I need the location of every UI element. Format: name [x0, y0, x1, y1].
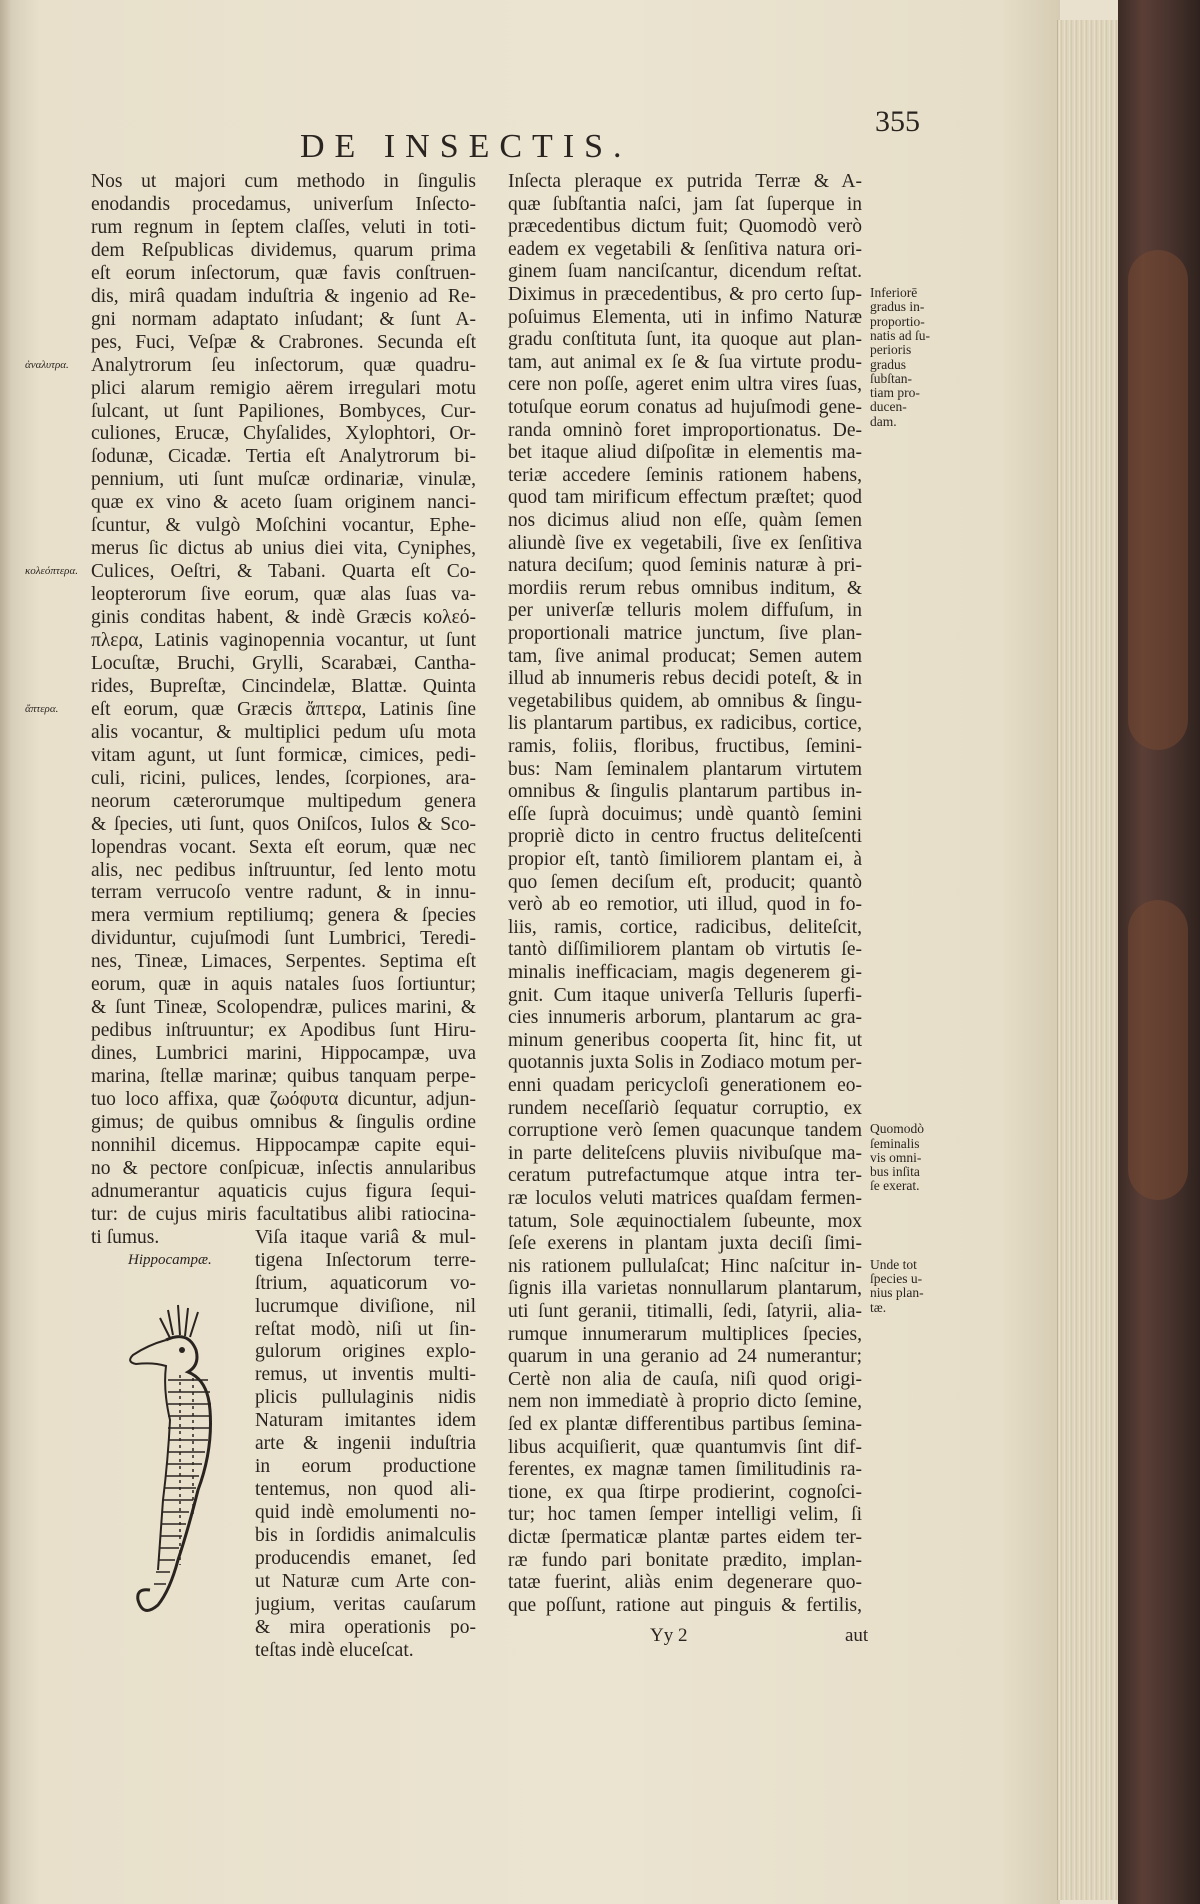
text-line: enodandis procedamus, univerſum Inſecto- — [91, 193, 476, 215]
text-line: alis vocantur, & multiplici pedum uſu mota — [91, 721, 476, 743]
text-line: bis in ſordidis animalculis — [255, 1525, 476, 1547]
text-line: gulorum origines explo- — [255, 1341, 476, 1363]
text-line: præcedentibus dictum fuit; Quomodò verò — [508, 216, 862, 238]
text-line: neorum cæterorumque multipedum genera — [91, 790, 476, 812]
text-line: quæ ex vino & aceto ſuam originem nanci- — [91, 492, 476, 514]
text-line: ræ fundo pari bonitate prædito, implan- — [508, 1549, 862, 1571]
text-line: ſed ex plantæ differentibus partibus ſemina- — [508, 1414, 862, 1435]
text-line: plici alarum remigio aërem irregulari motu — [91, 377, 476, 399]
margin-note: dam. — [870, 413, 897, 429]
margin-note: ducen- — [870, 399, 907, 415]
text-line: cere non poſſe, ageret enim ultra vires ſuas, — [508, 374, 862, 396]
text-line: pedibus inſtruuntur; ex Apodibus ſunt Hiru- — [91, 1020, 476, 1042]
text-line: quarum in una geranio ad 24 numerantur; — [508, 1346, 862, 1368]
text-line: Certè non alia de cauſa, niſi quod origi- — [508, 1368, 862, 1390]
margin-note: ἄπτερα. — [25, 702, 59, 715]
text-line: quod tam mirificum effectum præſtet; quod — [508, 487, 862, 509]
text-line: tur: de cujus miris facultatibus alibi ratiocina- — [91, 1203, 476, 1225]
text-line: ceratum putrefactumque atque intra ter- — [508, 1165, 862, 1187]
text-line: rumque innumerarum multiplices ſpecies, — [508, 1323, 862, 1345]
margin-note: tiam pro- — [870, 385, 920, 401]
text-line: vitam agunt, ut ſunt formicæ, cimices, pedi- — [91, 744, 476, 766]
text-line: πλερα, Latinis vaginopennia vocantur, ut ſunt — [91, 630, 476, 651]
text-line: adnumerantur aquaticis cujus figura ſequi- — [91, 1180, 476, 1202]
margin-note: ἀναλυτρα. — [25, 358, 69, 371]
margin-note: tæ. — [870, 1299, 887, 1315]
text-line: propriè dicto in centro fructus deliteſcenti — [508, 826, 862, 848]
text-line: minalis inefficaciam, magis degenerem gi- — [508, 962, 862, 983]
text-line: dictæ ſpermaticæ plantæ partes eidem ter- — [508, 1527, 862, 1548]
text-line: culiones, Erucæ, Chyſalides, Xylophtori, Or- — [91, 423, 476, 445]
margin-note: perioris — [870, 342, 912, 358]
text-line: ſulcant, ut ſunt Papiliones, Bombyces, Cur- — [91, 400, 476, 422]
catchword: aut — [845, 1625, 869, 1646]
text-line: lis plantarum partibus, ex radicibus, cortice, — [508, 713, 862, 735]
text-line: rides, Bupreſtæ, Cincindelæ, Blattæ. Quinta — [91, 675, 476, 697]
text-line: dem Reſpublicas dividemus, quarum prima — [91, 239, 476, 261]
text-line: nis rationem pullulaſcat; Hinc naſcitur in- — [508, 1255, 862, 1277]
text-line: eſt eorum, quæ Græcis ἄπτερα, Latinis ſine — [91, 698, 476, 720]
text-line: terram verrucoſo ventre radunt, & in innu- — [91, 882, 476, 904]
text-line: vegetabilibus quidem, ab omnibus & ſingu- — [508, 690, 862, 712]
text-line: Locuſtæ, Bruchi, Grylli, Scarabæi, Cantha- — [91, 652, 476, 674]
text-line: pennium, uti ſunt muſcæ ordinariæ, vinulæ, — [91, 469, 476, 491]
text-line: dines, Lumbrici marini, Hippocampæ, uva — [91, 1043, 476, 1065]
text-line: no & pectore conſpicuæ, inſectis annularibus — [91, 1157, 476, 1179]
text-line: randa omninò foret improportionatus. De- — [508, 419, 862, 441]
text-line: ginem ſuam nanciſcantur, dicendum reſtat. — [508, 261, 862, 283]
text-line: in parte deliteſcens pluviis nivibuſque ma- — [508, 1142, 862, 1164]
signature-mark: Yy 2 — [650, 1625, 688, 1646]
text-line: quid indè emolumenti no- — [255, 1502, 476, 1524]
text-line: quotannis juxta Solis in Zodiaco motum per- — [508, 1052, 862, 1074]
text-line: libus acquiſierit, quæ quantumvis ſint dif- — [508, 1436, 862, 1458]
text-line: enni quadam pericycloſi generationem eo- — [508, 1075, 862, 1096]
text-line: leopterorum ſive eorum, quæ alas ſuas va- — [91, 584, 476, 606]
text-line: ferentes, ex magnæ tamen ſimilitudinis ra- — [508, 1459, 862, 1481]
text-line: nonnihil dicemus. Hippocampæ capite equi- — [91, 1134, 476, 1156]
margin-note: ſubſtan- — [870, 370, 912, 386]
text-line: & mira operationis po- — [255, 1616, 476, 1638]
text-line: culi, ricini, pulices, lendes, ſcorpiones, ara- — [91, 767, 476, 789]
seahorse-illustration — [118, 1300, 258, 1640]
text-line: Analytrorum ſeu inſectorum, quæ quadru- — [91, 354, 476, 376]
text-line: Inſecta pleraque ex putrida Terræ & A- — [508, 171, 862, 192]
margin-note: gradus in- — [870, 299, 925, 315]
text-line: tuo loco affixa, quæ ζωόφυτα dicuntur, adjun- — [91, 1089, 476, 1110]
running-head: DE INSECTIS. — [300, 128, 632, 165]
text-line: eſſe ſuprà docuimus; undè quantò ſemini — [508, 803, 862, 825]
margin-note: κολεόπτερα. — [25, 565, 78, 578]
text-line: Culices, Oeſtri, & Tabani. Quarta eſt Co- — [91, 561, 476, 583]
text-line: reſtat modò, niſi ut ſin- — [255, 1318, 476, 1340]
text-line: eadem ex vegetabili & ſenſitiva natura ori- — [508, 238, 862, 260]
text-line: ſodunæ, Cicadæ. Tertia eſt Analytrorum bi- — [91, 446, 476, 468]
text-line: ut Naturæ cum Arte con- — [255, 1570, 476, 1592]
margin-note: ſe exerat. — [870, 1178, 920, 1194]
text-line: Nos ut majori cum methodo in ſingulis — [91, 171, 476, 192]
text-line: eſt eorum inſectorum, quæ favis conſtruen- — [91, 262, 476, 284]
text-line: eorum, quæ in aquis natales ſuos ſortiuntur; — [91, 974, 476, 996]
text-line: dis, mirâ quadam induſtria & ingenio ad Re- — [91, 285, 476, 307]
margin-note: Inferiorē — [870, 285, 918, 300]
text-line: lucrumque diviſione, nil — [255, 1295, 476, 1317]
text-line: in eorum productione — [255, 1456, 476, 1478]
text-line: teſtas indè eluceſcat. — [255, 1639, 414, 1661]
text-line: liis, ramis, cortice, radicibus, deliteſcit, — [508, 916, 862, 938]
text-line: gni normam adaptato inſudant; & ſunt A- — [91, 308, 476, 330]
text-line: ræ loculos veluti matrices quaſdam fermen- — [508, 1188, 862, 1209]
text-line: omnibus & ſingulis plantarum partibus in- — [508, 781, 862, 803]
text-line: nes, Tineæ, Limaces, Serpentes. Septima eſt — [91, 951, 476, 973]
text-line: tatum, Sole æquinoctialem ſubeunte, mox — [508, 1210, 862, 1232]
text-line: per univerſæ telluris molem diffuſum, in — [508, 600, 862, 622]
text-line: lopendras vocant. Sexta eſt eorum, quæ nec — [91, 836, 476, 858]
margin-note: vis omni- — [870, 1149, 922, 1165]
text-line: quæ ſubſtantia naſci, jam ſat ſuperque in — [508, 193, 862, 215]
text-line: & ſunt Tineæ, Scolopendræ, pulices marini, & — [91, 997, 476, 1019]
page-number: 355 — [875, 105, 920, 138]
text-line: natura deciſum; quod ſeminis naturæ à pri- — [508, 555, 862, 577]
margin-note: nius plan- — [870, 1285, 924, 1301]
text-line: gimus; de quibus omnibus & ſingulis ordine — [91, 1111, 476, 1133]
text-line: gradu conſtituta ſunt, ita quoque aut plan- — [508, 329, 862, 351]
text-line: ti ſumus. — [91, 1226, 160, 1248]
text-line: Diximus in præcedentibus, & pro certo ſup- — [508, 284, 862, 305]
text-line: producendis emanet, ſed — [255, 1548, 476, 1569]
figure-caption: Hippocampæ. — [128, 1252, 212, 1268]
text-line: mera vermium reptiliumq; genera & ſpecies — [91, 905, 476, 927]
margin-note: Quomodò — [870, 1121, 924, 1137]
text-line: minum generibus cooperta ſit, hinc fit, ut — [508, 1029, 862, 1051]
text-line: merus ſic dictus ab unius diei vita, Cyniphes, — [91, 538, 476, 560]
text-line: ſcuntur, & vulgò Moſchini vocantur, Ephe- — [91, 515, 476, 537]
text-line: tentemus, non quod ali- — [255, 1479, 476, 1501]
text-line: ſignis illa varietas nonnullarum plantarum, — [508, 1278, 862, 1300]
text-line: que poſſunt, ratione aut pinguis & fertilis, — [508, 1594, 862, 1616]
text-line: plicis pullulaginis nidis — [255, 1387, 476, 1409]
text-line: propior eſt, tantò ſimiliorem plantam ei, à — [508, 849, 862, 870]
text-line: poſuimus Elementa, uti in infimo Naturæ — [508, 306, 862, 328]
text-line: quo ſemen deciſum eſt, producit; quantò — [508, 871, 862, 893]
book-cover — [1118, 0, 1200, 1904]
text-line: pes, Fuci, Veſpæ & Crabrones. Secunda eſt — [91, 331, 476, 353]
text-line: aliundè ſive ex vegetabili, ſive ex ſenſitiva — [508, 532, 862, 554]
text-line: bus: Nam ſeminalem plantarum virtutem — [508, 758, 862, 780]
text-line: teriæ accedere ſeminis rationem habens, — [508, 464, 862, 486]
text-line: ginis conditas habent, & indè Græcis κολεό- — [91, 607, 476, 629]
margin-note: proportio- — [870, 313, 925, 329]
text-line: tigena Inſectorum terre- — [255, 1249, 476, 1271]
text-line: jugium, veritas cauſarum — [255, 1593, 476, 1615]
text-line: cies innumeris arborum, plantarum ac gra- — [508, 1007, 862, 1029]
margin-note: ſeminalis — [870, 1135, 920, 1151]
margin-note: gradus — [870, 356, 906, 372]
text-line: proportionali matrice junctum, ſive plan- — [508, 623, 862, 644]
text-line: rundem neceſſariò ſequatur corruptio, ex — [508, 1097, 862, 1119]
text-line: gnit. Cum itaque univerſa Telluris ſuperfi- — [508, 984, 862, 1006]
text-line: uti ſunt geranii, titimalli, ſedi, ſatyrii, alia- — [508, 1301, 862, 1322]
margin-note: Unde tot — [870, 1256, 917, 1272]
text-line: marina, ſtellæ marinæ; quibus tanquam perpe- — [91, 1066, 476, 1088]
text-line: tatæ fuerint, aliàs enim degenerare quo- — [508, 1572, 862, 1594]
text-line: Naturam imitantes idem — [255, 1410, 476, 1432]
text-line: tam, ſive animal producat; Semen autem — [508, 645, 862, 667]
text-line: Viſa itaque variâ & mul- — [255, 1226, 476, 1248]
text-line: rum regnum in ſeptem claſſes, veluti in toti- — [91, 216, 476, 238]
text-line: corruptione verò ſemen quacunque tandem — [508, 1120, 862, 1142]
text-line: tione, ex qua ſtirpe prodierint, cognoſci- — [508, 1481, 862, 1503]
text-line: illud ab innumeris rebus decidi poteſt, & in — [508, 668, 862, 690]
text-line: nos dicimus aliud non eſſe, quàm ſemen — [508, 510, 862, 531]
text-line: mordiis rerum rebus omnibus inditum, & — [508, 577, 862, 599]
text-line: alis, nec pedibus inſtruuntur, ſed lento motu — [91, 859, 476, 881]
text-line: ſtrium, aquaticorum vo- — [255, 1272, 476, 1294]
text-line: bet itaque aliud diſpoſitæ in elementis ma- — [508, 442, 862, 464]
text-line: verò ab eo remotior, uti illud, quod in fo- — [508, 894, 862, 916]
text-line: tantò diſſimiliorem plantam ob virtutis ſe- — [508, 939, 862, 961]
text-line: totuſque eorum conatus ad hujuſmodi gene- — [508, 397, 862, 418]
text-line: remus, ut inventis multi- — [255, 1364, 476, 1386]
text-line: nem non immediatè à proprio dicto ſemine, — [508, 1391, 862, 1413]
page-edges — [1057, 20, 1120, 1900]
text-line: tur; hoc tamen ſemper intelligi velim, ſi — [508, 1504, 862, 1526]
margin-note: bus inſita — [870, 1164, 920, 1180]
text-line: ſeſe exerens in plantam juxta deciſi ſimi- — [508, 1233, 862, 1255]
text-line: dividuntur, cujuſmodi ſunt Lumbrici, Teredi- — [91, 928, 476, 950]
text-line: & ſpecies, uti ſunt, quos Oniſcos, Iulos & Sco- — [91, 813, 476, 835]
margin-note: natis ad ſu- — [870, 327, 930, 343]
margin-note: ſpecies u- — [870, 1271, 923, 1287]
text-line: ramis, foliis, floribus, fructibus, ſemini- — [508, 736, 862, 757]
text-line: tam, aut animal ex ſe & ſua virtute produ- — [508, 351, 862, 373]
text-line: arte & ingenii induſtria — [255, 1433, 476, 1455]
